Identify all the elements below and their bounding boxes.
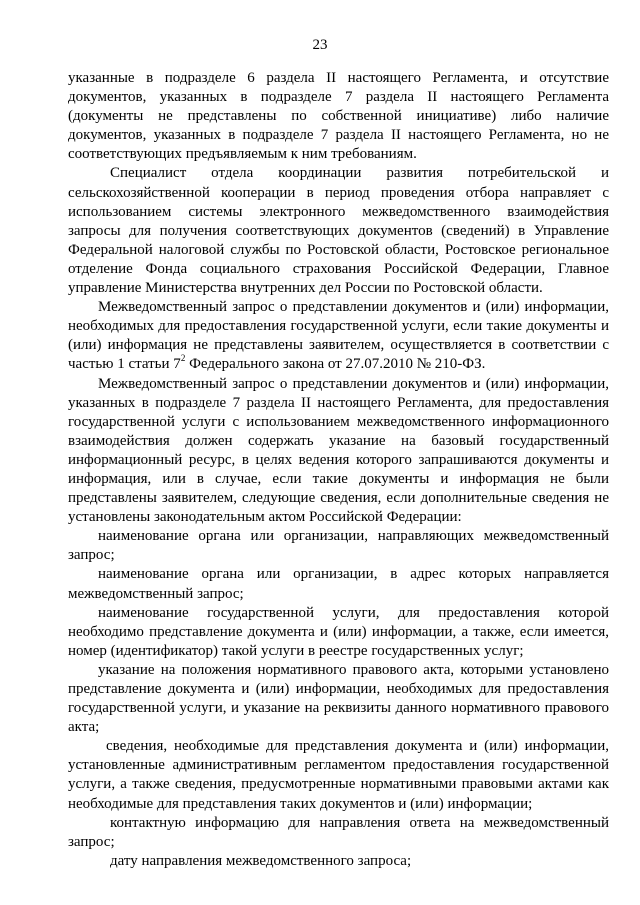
list-item-requesting-body: наименование органа или организации, направляющих межведомственный запрос;: [68, 528, 609, 564]
paragraph-request-contents: Межведомственный запрос о представлении документов и (или) информации, указанных в подразделе 7 раздела II настоящего Регламента, для предоставления государственной услуги с использованием межведомственного информационного взаимодействия должен содержать указание на базовый государственный информационный ресурс, в целях ведения которого запрашиваются документы и информация, или в случае, если такие документы и информация не были представлены заявителем, следующие сведения, если дополнительные сведения не установлены законодательным актом Российской Федерации:: [68, 375, 609, 526]
paragraph-text: Федерального закона от 27.07.2010 № 210-ФЗ.: [185, 356, 486, 373]
list-item-recipient-body: наименование органа или организации, в адрес которых направляется межведомственный запрос;: [68, 566, 609, 602]
list-item-legal-act: указание на положения нормативного правового акта, которыми установлено представление документа и (или) информации, необходимых для предоставления государственной услуги, и указание на реквизиты данного нормативного правового акта;: [68, 661, 609, 736]
list-item-contact-info: контактную информацию для направления ответа на межведомственный запрос;: [68, 814, 609, 850]
paragraph-rejection-grounds: указанные в подразделе 6 раздела II настоящего Регламента, и отсутствие документов, указанных в подразделе 7 раздела II настоящего Регламента (документы не представлены по собственной инициативе) либо наличие документов, указанных в подразделе 7 раздела II настоящего Регламента, но не соответствующих предъявляемым к ним требованиям.: [68, 70, 609, 163]
page-number: 23: [312, 37, 328, 53]
superscript-article-number: 2: [180, 353, 186, 364]
list-item-service-name: наименование государственной услуги, для предоставления которой необходимо представление документа и (или) информации, а также, если имеется, номер (идентификатор) такой услуги в реестре государственных услуг;: [68, 604, 609, 659]
paragraph-text: Межведомственный запрос о представлении документов и (или) информации, необходимых для предоставления государственной услуги, если такие документы и (или) информация не представлены заявителем, осуществляется в соответствии с частью 1 статьи 7: [68, 299, 609, 373]
paragraph-specialist-requests: Специалист отдела координации развития потребительской и сельскохозяйственной кооперации в период проведения отбора направляет с использованием системы электронного межведомственного взаимодействия запросы для получения соответствующих документов (сведений) в Управление Федеральной налоговой службы по Ростовской области, Ростовское региональное отделение Фонда социального страхования Российской Федерации, Главное управление Министерства внутренних дел России по Ростовской области.: [68, 165, 609, 297]
list-item-required-info: сведения, необходимые для представления документа и (или) информации, установленные административным регламентом предоставления государственной услуги, а также сведения, предусмотренные нормативными правовыми актами как необходимые для представления таких документов и (или) информации;: [68, 738, 609, 812]
paragraph-interagency-request-basis: [68, 298, 609, 374]
document-body: [68, 69, 609, 871]
list-item-request-date: дату направления межведомственного запроса;: [110, 852, 412, 869]
